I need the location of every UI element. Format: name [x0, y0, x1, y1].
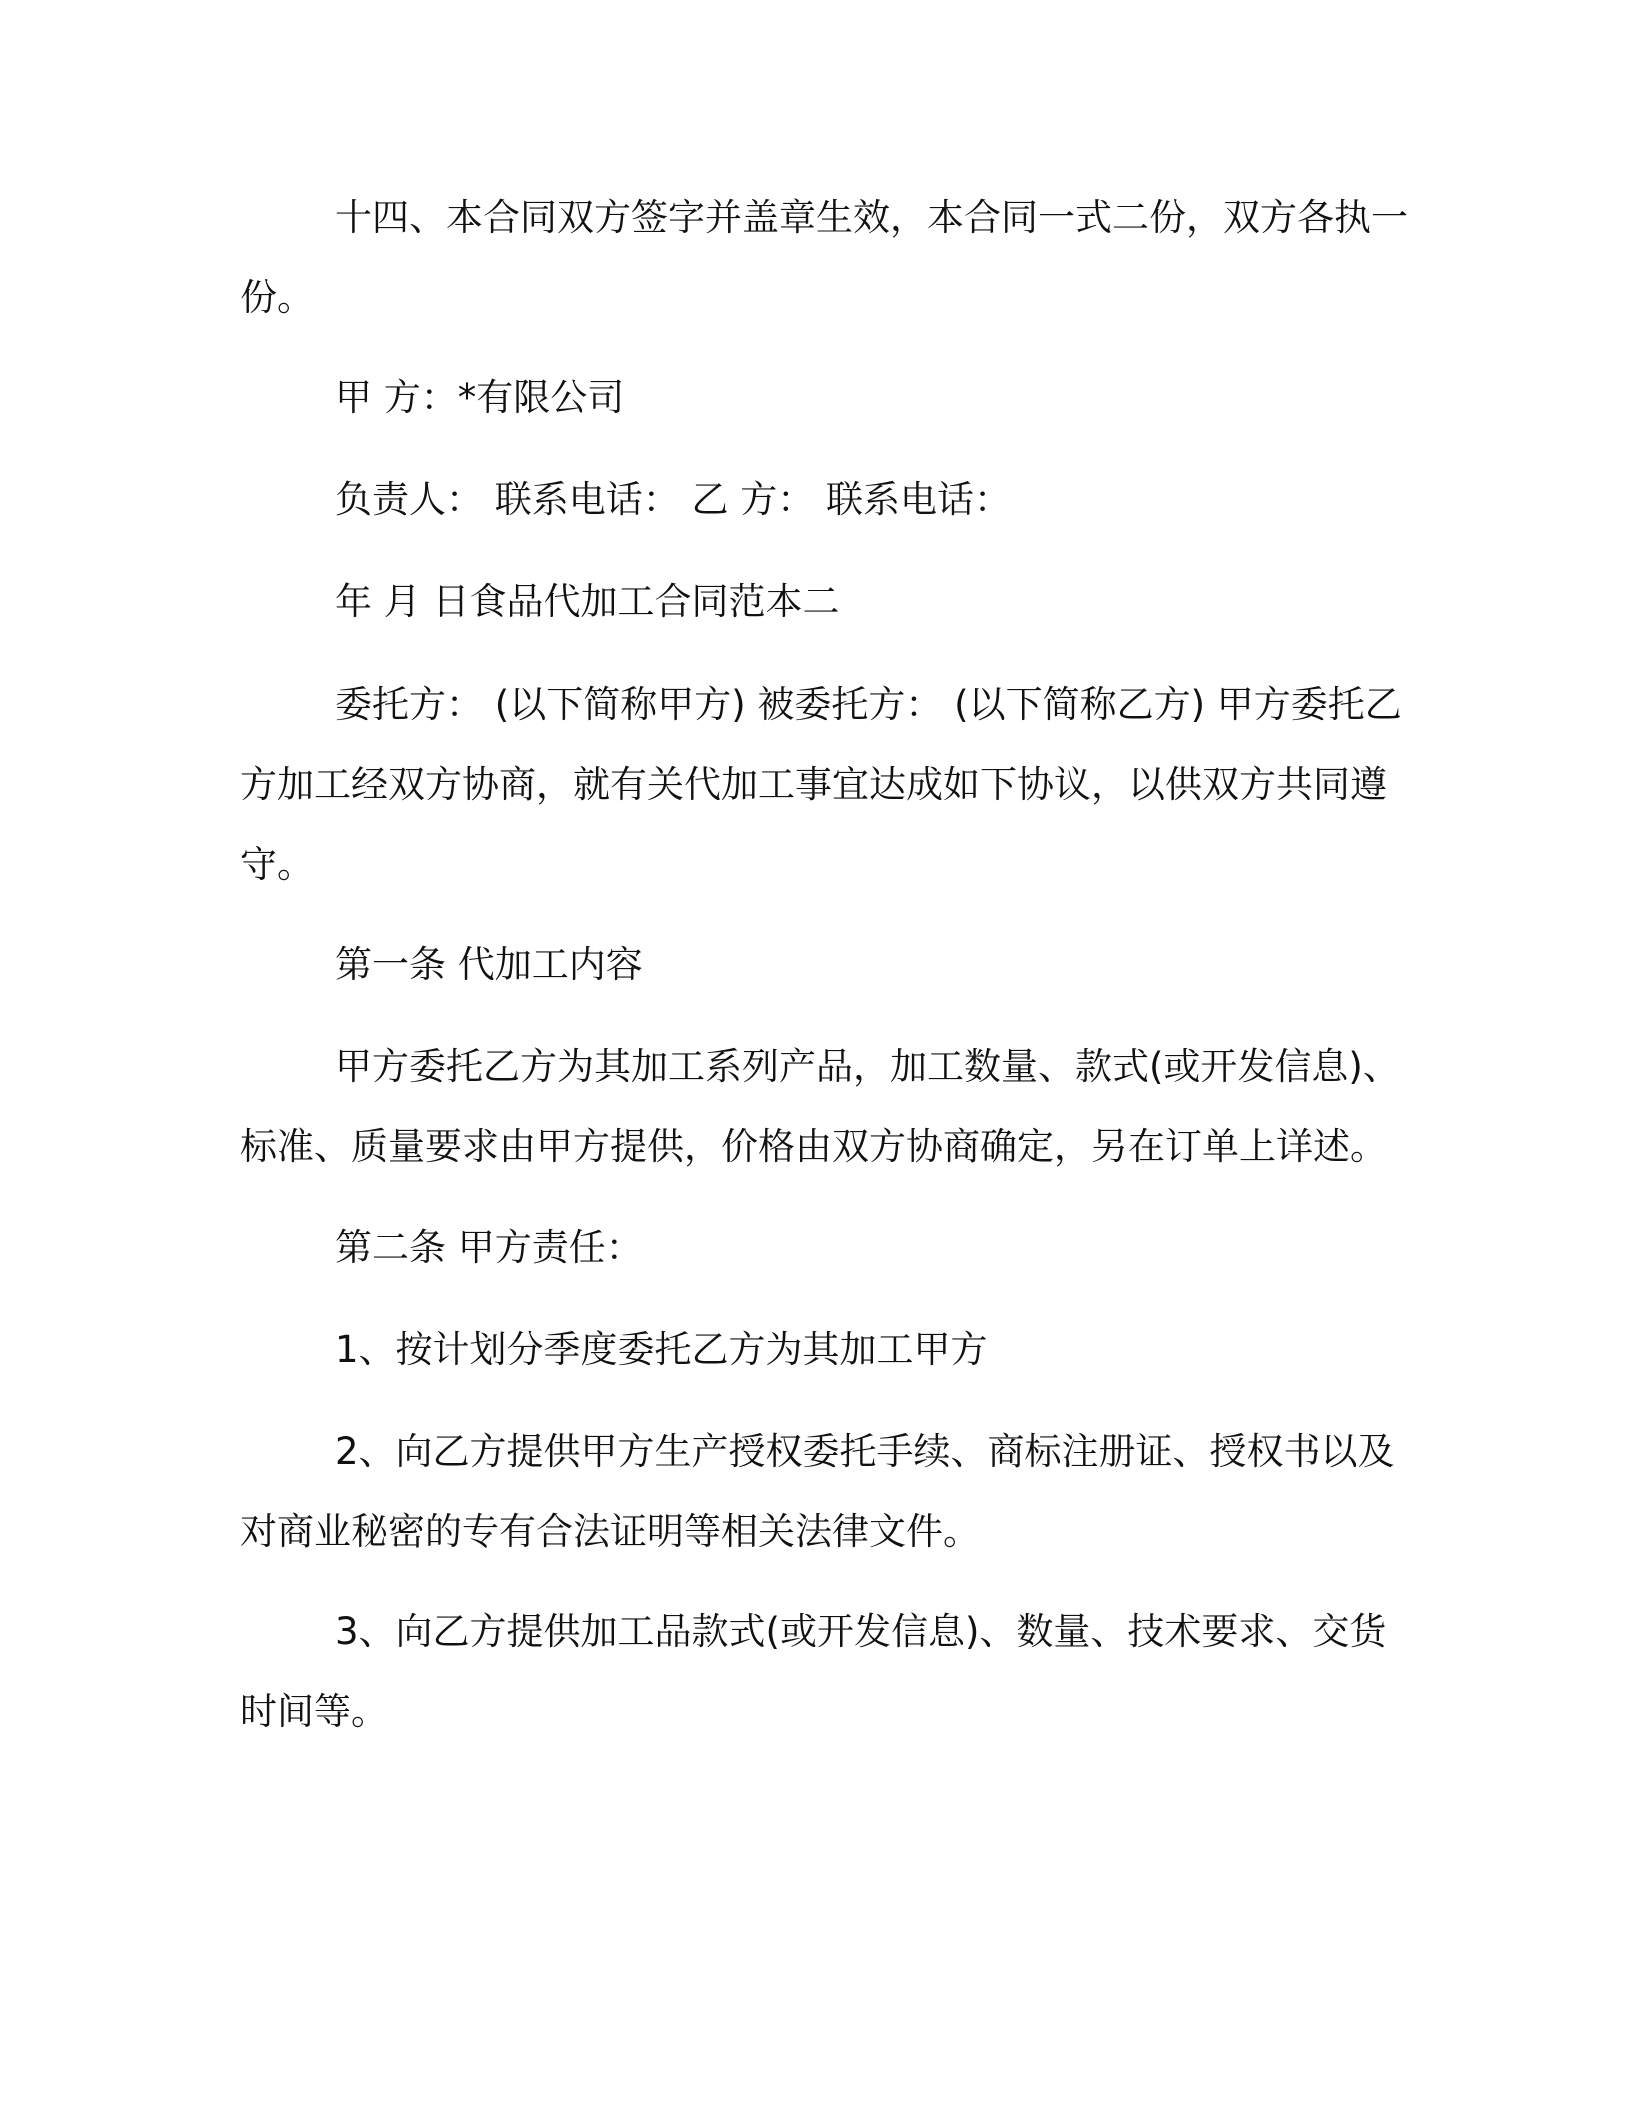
clause-fourteen-paragraph: 十四、本合同双方签字并盖章生效，本合同一式二份，双方各执一份。 [240, 196, 1408, 319]
responsibility-item-3: 3、向乙方提供加工品款式(或开发信息)、数量、技术要求、交货时间等。 [240, 1610, 1387, 1733]
article-two-heading: 第二条 甲方责任： [335, 1226, 643, 1269]
date-and-title-line: 年 月 日食品代加工合同范本二 [335, 580, 840, 623]
intro-paragraph: 委托方： (以下简称甲方) 被委托方： (以下简称乙方) 甲方委托乙方加工经双方协商，就有关代加工事宜达成如下协议，以供双方共同遵守。 [240, 683, 1402, 886]
party-a-line: 甲 方：*有限公司 [335, 376, 625, 419]
responsibility-item-2: 2、向乙方提供甲方生产授权委托手续、商标注册证、授权书以及对商业秘密的专有合法证明等相关法律文件。 [240, 1430, 1395, 1553]
responsibility-item-1: 1、按计划分季度委托乙方为其加工甲方 [335, 1328, 988, 1371]
contact-line: 负责人： 联系电话： 乙 方： 联系电话： [335, 478, 1012, 521]
article-one-paragraph: 甲方委托乙方为其加工系列产品，加工数量、款式(或开发信息)、标准、质量要求由甲方提供，价格由双方协商确定，另在订单上详述。 [240, 1045, 1400, 1168]
article-one-heading: 第一条 代加工内容 [335, 943, 643, 986]
